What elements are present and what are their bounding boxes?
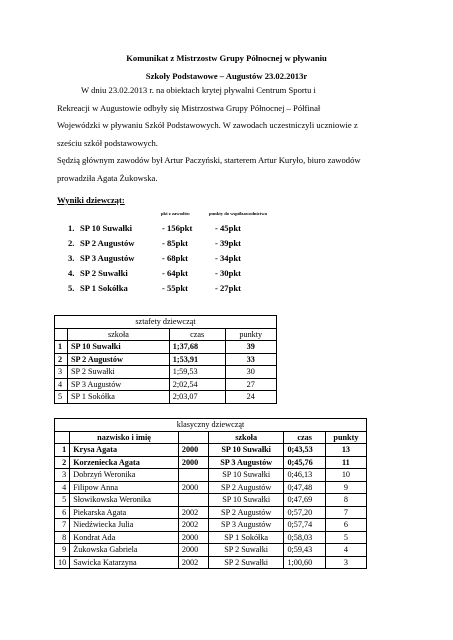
individual-results-table: [54, 418, 367, 569]
name-header: nazwisko i imię: [70, 431, 179, 444]
table-row: [55, 391, 277, 404]
result-school: SP 10 Suwałki: [80, 223, 133, 233]
name-cell: Niedźwiecka Julia: [70, 519, 179, 532]
result-points: - 85pkt: [162, 238, 189, 248]
time-cell: 0;47,48: [284, 481, 325, 494]
place-cell: 3: [55, 469, 70, 482]
name-cell: Słowikowska Weronika: [70, 494, 179, 507]
table-row: [55, 341, 277, 354]
intro-line: Rekreacji w Augustowie odbyły się Mistrzostwa Grupy Północnej – Półfinał: [57, 102, 321, 113]
time-cell: 0;58,03: [284, 531, 325, 544]
year-cell: 2002: [178, 519, 208, 532]
school-cell: SP 2 Augustów: [208, 506, 284, 519]
place-cell: 7: [55, 519, 70, 532]
result-points: - 55pkt: [162, 283, 189, 293]
table-row: [55, 494, 367, 507]
result-rank: 2.: [68, 238, 75, 248]
school-header: szkoła: [68, 328, 170, 341]
points-cell: 13: [325, 444, 366, 457]
table-header-row: [55, 431, 367, 444]
result-team-points: - 27pkt: [215, 283, 242, 293]
result-school: SP 1 Sokółka: [80, 283, 128, 293]
place-cell: 10: [55, 556, 70, 569]
points-cell: 33: [225, 353, 276, 366]
points-cell: 39: [225, 341, 276, 354]
points-cell: 6: [325, 519, 366, 532]
relay-table-title: sztafety dziewcząt: [55, 316, 277, 329]
intro-line: sześciu szkół podstawowych.: [57, 137, 158, 148]
result-points: - 64pkt: [162, 268, 189, 278]
time-cell: 0;46,13: [284, 469, 325, 482]
table-row: [55, 544, 367, 557]
time-cell: 0;43,53: [284, 444, 325, 457]
name-cell: Żukowska Gabriela: [70, 544, 179, 557]
time-cell: 0;47,69: [284, 494, 325, 507]
table-row: [55, 506, 367, 519]
school-cell: SP 10 Suwałki: [208, 444, 284, 457]
points-cell: 7: [325, 506, 366, 519]
table-row: [55, 481, 367, 494]
result-school: SP 3 Augustów: [80, 253, 135, 263]
time-cell: 1;37,68: [169, 341, 225, 354]
table-row: [55, 353, 277, 366]
place-cell: 6: [55, 506, 70, 519]
year-cell: 2000: [178, 481, 208, 494]
place-header: [55, 328, 68, 341]
intro-line: Sędzią głównym zawodów był Artur Paczyński, starterem Artur Kuryło, biuro zawodów: [57, 155, 361, 166]
points-cell: 11: [325, 456, 366, 469]
school-cell: SP 3 Augustów: [208, 456, 284, 469]
intro-paragraph: [57, 82, 402, 188]
table-title-row: [55, 316, 277, 329]
school-cell: SP 2 Suwałki: [208, 544, 284, 557]
table-row: [55, 456, 367, 469]
results-heading: Wyniki dziewcząt:: [57, 195, 125, 205]
points-header: punkty: [225, 328, 276, 341]
place-cell: 5: [55, 494, 70, 507]
result-team-points: - 30pkt: [215, 268, 242, 278]
time-cell: 1;53,91: [169, 353, 225, 366]
table-title-row: [55, 419, 367, 432]
year-cell: 2000: [178, 444, 208, 457]
place-cell: 9: [55, 544, 70, 557]
name-cell: Filipow Anna: [70, 481, 179, 494]
year-cell: 2000: [178, 544, 208, 557]
result-team-points: - 45pkt: [215, 223, 242, 233]
year-cell: 2000: [178, 531, 208, 544]
points-cell: 10: [325, 469, 366, 482]
relay-results-table: [54, 315, 277, 404]
time-cell: 0;57,20: [284, 506, 325, 519]
name-cell: Korzeniecka Agata: [70, 456, 179, 469]
document-title: Komunikat z Mistrzostw Grupy Północnej w pływaniu: [126, 53, 327, 63]
place-cell: 1: [55, 341, 68, 354]
result-points: - 68pkt: [162, 253, 189, 263]
points-cell: 24: [225, 391, 276, 404]
points-cell: 3: [325, 556, 366, 569]
individual-table-title: klasyczny dziewcząt: [55, 419, 367, 432]
points-cell: 5: [325, 531, 366, 544]
time-cell: 2;02,54: [169, 378, 225, 391]
place-cell: 4: [55, 481, 70, 494]
result-rank: 1.: [68, 223, 75, 233]
place-cell: 2: [55, 353, 68, 366]
year-cell: 2000: [178, 456, 208, 469]
school-cell: SP 10 Suwałki: [68, 341, 170, 354]
year-cell: 2002: [178, 556, 208, 569]
result-team-points: - 34pkt: [215, 253, 242, 263]
year-cell: [178, 494, 208, 507]
table-header-row: [55, 328, 277, 341]
school-cell: SP 1 Sokółka: [208, 531, 284, 544]
place-cell: 2: [55, 456, 70, 469]
table-row: [55, 366, 277, 379]
points-header: punkty: [325, 431, 366, 444]
place-cell: 3: [55, 366, 68, 379]
name-cell: Dobrzyń Weronika: [70, 469, 179, 482]
time-cell: 0;57,74: [284, 519, 325, 532]
year-header: [178, 431, 208, 444]
result-rank: 4.: [68, 268, 75, 278]
points-cell: 9: [325, 481, 366, 494]
place-cell: 8: [55, 531, 70, 544]
table-row: [55, 531, 367, 544]
result-team-points: - 39pkt: [215, 238, 242, 248]
time-header: czas: [169, 328, 225, 341]
time-cell: 2;03,07: [169, 391, 225, 404]
school-cell: SP 2 Augustów: [68, 353, 170, 366]
school-cell: SP 2 Suwałki: [68, 366, 170, 379]
name-cell: Piekarska Agata: [70, 506, 179, 519]
year-cell: 2002: [178, 506, 208, 519]
school-header: szkoła: [208, 431, 284, 444]
points-cell: 8: [325, 494, 366, 507]
school-cell: SP 3 Augustów: [208, 519, 284, 532]
result-school: SP 2 Suwałki: [80, 268, 128, 278]
table-row: [55, 378, 277, 391]
team-points-column-header: punkty do współzawodnictwa: [209, 211, 267, 216]
table-row: [55, 469, 367, 482]
points-cell: 27: [225, 378, 276, 391]
school-cell: SP 1 Sokółka: [68, 391, 170, 404]
name-cell: Kondrat Ada: [70, 531, 179, 544]
school-cell: SP 10 Suwałki: [208, 494, 284, 507]
time-header: czas: [284, 431, 325, 444]
place-cell: 5: [55, 391, 68, 404]
intro-line: Wojewódzki w pływaniu Szkół Podstawowych. W zawodach uczestniczyli uczniowie z: [57, 120, 358, 131]
table-row: [55, 519, 367, 532]
result-rank: 5.: [68, 283, 75, 293]
time-cell: 0;59,43: [284, 544, 325, 557]
points-cell: 30: [225, 366, 276, 379]
time-cell: 1;59,53: [169, 366, 225, 379]
school-cell: SP 2 Augustów: [208, 481, 284, 494]
document-subtitle: Szkoły Podstawowe – Augustów 23.02.2013r: [145, 71, 308, 81]
result-rank: 3.: [68, 253, 75, 263]
school-cell: SP 2 Suwałki: [208, 556, 284, 569]
result-school: SP 2 Augustów: [80, 238, 135, 248]
intro-line: W dniu 23.02.2013 r. na obiektach krytej pływalni Centrum Sportu i: [81, 85, 316, 95]
school-cell: SP 3 Augustów: [68, 378, 170, 391]
name-cell: Sawicka Katarzyna: [70, 556, 179, 569]
place-header: [55, 431, 70, 444]
intro-line: prowadziła Agata Żukowska.: [57, 172, 158, 183]
school-cell: SP 10 Suwałki: [208, 469, 284, 482]
time-cell: 1;00,60: [284, 556, 325, 569]
table-row: [55, 444, 367, 457]
result-points: - 156pkt: [162, 223, 193, 233]
points-cell: 4: [325, 544, 366, 557]
points-column-header: pkt z zawodów: [161, 211, 191, 216]
year-cell: [178, 469, 208, 482]
place-cell: 1: [55, 444, 70, 457]
time-cell: 0;45,76: [284, 456, 325, 469]
place-cell: 4: [55, 378, 68, 391]
table-row: [55, 556, 367, 569]
name-cell: Krysa Agata: [70, 444, 179, 457]
